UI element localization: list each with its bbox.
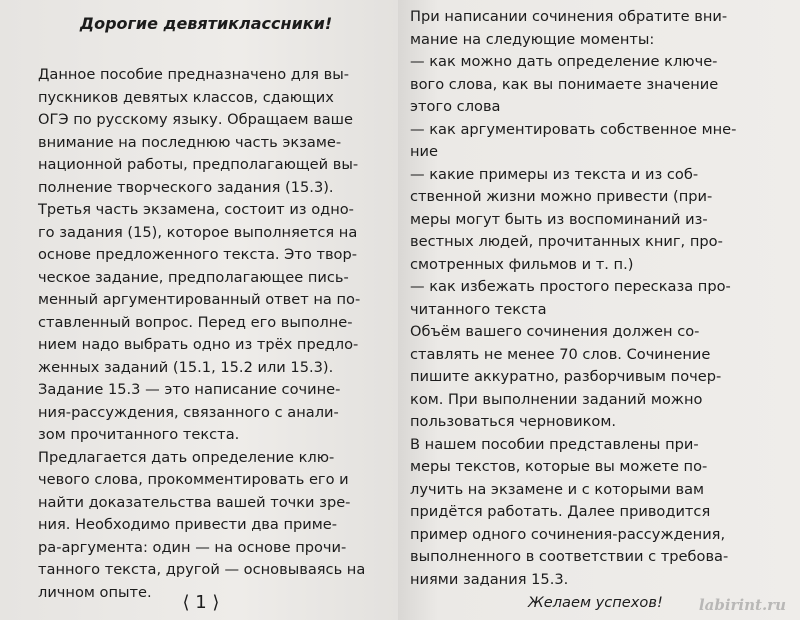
paragraph bbox=[410, 51, 790, 119]
text-line: менный аргументированный ответ на по- bbox=[38, 291, 361, 308]
text-line: придётся работать. Далее приводится bbox=[410, 503, 711, 520]
text-line: меры текстов, которые вы можете по- bbox=[410, 458, 708, 475]
paragraph bbox=[38, 379, 382, 447]
text-line: нием надо выбрать одно из трёх предло- bbox=[38, 336, 359, 353]
text-line: пользоваться черновиком. bbox=[410, 413, 616, 430]
text-line: ра-аргумента: один — на основе прочи- bbox=[38, 538, 347, 556]
paragraph bbox=[38, 447, 382, 605]
paragraph bbox=[410, 6, 790, 51]
text-line: танного текста, другой — основываясь на bbox=[38, 561, 366, 578]
text-line: — как можно дать определение ключе- bbox=[410, 53, 718, 70]
text-line: меры могут быть из воспоминаний из- bbox=[410, 210, 708, 228]
text-line: выполненного в соответствии с требова- bbox=[410, 548, 729, 565]
text-line: го задания (15), которое выполняется на bbox=[38, 223, 358, 241]
text-line: пускников девятых классов, сдающих bbox=[38, 88, 334, 106]
text-line: Задание 15.3 — это написание сочине- bbox=[38, 381, 341, 398]
text-line: полнение творческого задания (15.3). bbox=[38, 178, 334, 196]
text-line: ниями задания 15.3. bbox=[410, 570, 569, 588]
text-line: ние bbox=[410, 143, 439, 160]
paragraph bbox=[410, 119, 790, 164]
text-line: При написании сочинения обратите вни- bbox=[410, 8, 728, 25]
paragraph bbox=[410, 276, 790, 321]
text-line: — какие примеры из текста и из соб- bbox=[410, 165, 699, 183]
text-line: мание на следующие моменты: bbox=[410, 30, 655, 48]
text-line: Данное пособие предназначено для вы- bbox=[38, 66, 350, 83]
text-line: вестных людей, прочитанных книг, про- bbox=[410, 233, 723, 250]
text-line: найти доказательства вашей точки зре- bbox=[38, 493, 351, 511]
right-page-body bbox=[410, 6, 790, 591]
text-line: Третья часть экзамена, состоит из одно- bbox=[38, 201, 354, 218]
text-line: пример одного сочинения-рассуждения, bbox=[410, 525, 726, 543]
text-line: ния-рассуждения, связанного с анали- bbox=[38, 403, 339, 421]
text-line: — как избежать простого пересказа про- bbox=[410, 278, 731, 295]
page-title: Дорогие девятиклассники! bbox=[79, 14, 333, 33]
paragraph bbox=[38, 199, 382, 379]
text-line: ческое задание, предполагающее пись- bbox=[38, 268, 349, 286]
text-line: национной работы, предполагающей вы- bbox=[38, 156, 359, 173]
watermark-logo: labirint.ru bbox=[698, 596, 786, 614]
paragraph bbox=[410, 434, 790, 592]
text-line: читанного текста bbox=[410, 300, 547, 318]
right-page bbox=[398, 0, 800, 620]
page-number: ⟨ 1 ⟩ bbox=[182, 592, 220, 613]
text-line: женных заданий (15.1, 15.2 или 15.3). bbox=[38, 358, 334, 376]
paragraph bbox=[38, 64, 382, 199]
text-line: зом прочитанного текста. bbox=[38, 426, 240, 443]
text-line: ставленный вопрос. Перед его выполне- bbox=[38, 313, 353, 331]
text-line: основе предложенного текста. Это твор- bbox=[38, 246, 358, 263]
text-line: вого слова, как вы понимаете значение bbox=[410, 75, 719, 93]
text-line: ОГЭ по русскому языку. Обращаем ваше bbox=[38, 111, 353, 128]
text-line: лучить на экзамене и с которыми вам bbox=[410, 480, 705, 498]
text-line: личном опыте. bbox=[38, 583, 152, 601]
text-line: ственной жизни можно привести (при- bbox=[410, 188, 713, 205]
text-line: ния. Необходимо привести два приме- bbox=[38, 516, 338, 533]
text-line: — как аргументировать собственное мне- bbox=[410, 120, 737, 138]
text-line: этого слова bbox=[410, 98, 501, 115]
left-page-body bbox=[38, 64, 382, 604]
paragraph bbox=[410, 321, 790, 434]
text-line: смотренных фильмов и т. п.) bbox=[410, 255, 634, 273]
paragraph bbox=[410, 164, 790, 277]
text-line: Объём вашего сочинения должен со- bbox=[410, 323, 700, 340]
closing-wish: Желаем успехов! bbox=[528, 594, 663, 611]
text-line: чевого слова, прокомментировать его и bbox=[38, 471, 349, 488]
text-line: внимание на последнюю часть экзаме- bbox=[38, 133, 342, 151]
text-line: ком. При выполнении заданий можно bbox=[410, 390, 703, 408]
text-line: Предлагается дать определение клю- bbox=[38, 448, 335, 466]
text-line: В нашем пособии представлены при- bbox=[410, 435, 699, 453]
left-page bbox=[0, 0, 398, 620]
text-line: пишите аккуратно, разборчивым почер- bbox=[410, 368, 722, 385]
text-line: ставлять не менее 70 слов. Сочинение bbox=[410, 345, 711, 363]
